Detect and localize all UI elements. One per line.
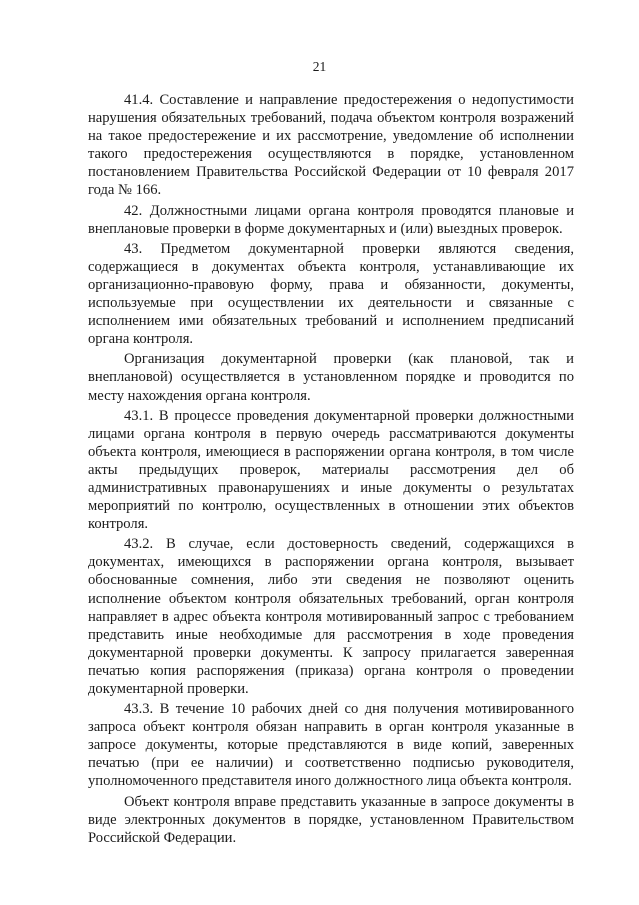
- paragraph-43: 43. Предметом документарной проверки являются сведения, содержащиеся в документах объекта контроля, устанавливающие их организационно-правовую форму, права и обязанности, документы, используемые при осуществлении их деятельности и связанные с исполнением ими обязательных требований и исполнением предписаний органа контроля.: [88, 240, 574, 348]
- paragraph-43-1: 43.1. В процессе проведения документарной проверки должностными лицами органа контроля в первую очередь рассматриваются документы объекта контроля, имеющиеся в распоряжении органа контроля, в том числе акты предыдущих проверок, материалы рассмотрения дел об административных правонарушениях и иные документы о результатах мероприятий по контролю, осуществленных в отношении этих объектов контроля.: [88, 407, 574, 533]
- paragraph-42: 42. Должностными лицами органа контроля проводятся плановые и внеплановые проверки в форме документарных и (или) выездных проверок.: [88, 202, 574, 237]
- paragraph-electronic-documents: Объект контроля вправе представить указанные в запросе документы в виде электронных документов в порядке, установленном Правительством Российской Федерации.: [88, 793, 574, 846]
- page-number: 21: [312, 59, 327, 74]
- paragraph-43-3: 43.3. В течение 10 рабочих дней со дня получения мотивированного запроса объект контроля обязан направить в орган контроля указанные в запросе документы, которые представляются в виде копий, заверенных печатью (при ее наличии) и соответственно подписью руководителя, уполномоченного представителя иного должностного лица объекта контроля.: [88, 701, 574, 790]
- paragraph-43-2: 43.2. В случае, если достоверность сведений, содержащихся в документах, имеющихся в распоряжении органа контроля, вызывает обоснованные сомнения, либо эти сведения не позволяют оценить исполнение объектом контроля обязательных требований, орган контроля направляет в адрес объекта контроля мотивированный запрос с требованием представить иные необходимые для рассмотрения в ходе проведения документарной проверки документы. К запросу прилагается заверенная печатью копия распоряжения (приказа) органа контроля о проведении документарной проверки.: [88, 536, 574, 697]
- paragraph-organization: Организация документарной проверки (как плановой, так и внеплановой) осуществляется в установленном порядке и проводится по месту нахождения органа контроля.: [88, 351, 574, 404]
- document-body: [88, 91, 574, 847]
- paragraph-41-4: 41.4. Составление и направление предостережения о недопустимости нарушения обязательных требований, подача объектом контроля возражений на такое предостережение и их рассмотрение, уведомление об исполнении такого предостережения осуществляются в порядке, установленном постановлением Правительства Российской Федерации от 10 февраля 2017 года № 166.: [88, 92, 574, 199]
